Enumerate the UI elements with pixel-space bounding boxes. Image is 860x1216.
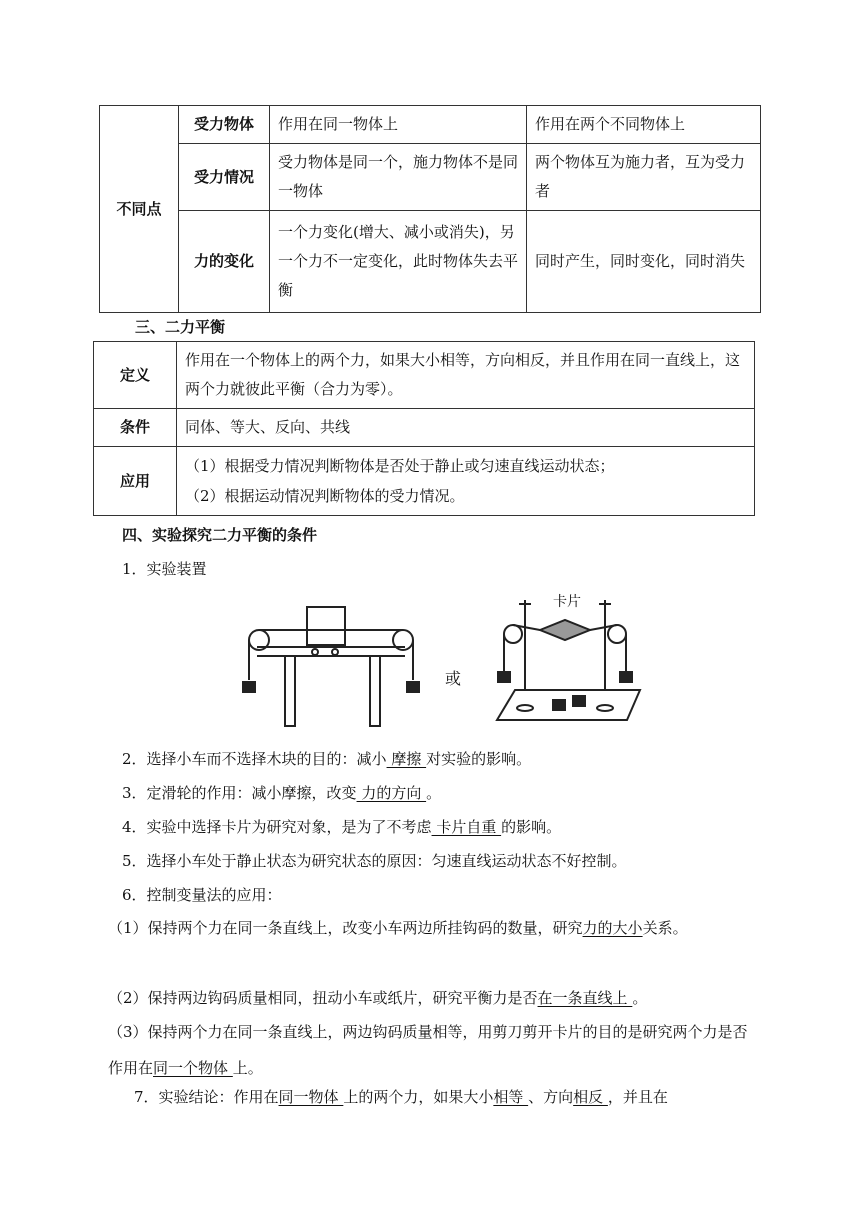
cell: 作用在一个物体上的两个力，如果大小相等，方向相反，并且作用在同一直线上，这两个力就彼此平衡（合力为零）。: [177, 342, 755, 409]
row-label: 力的变化: [179, 211, 270, 313]
answer-blank: 卡片自重: [431, 818, 502, 836]
card-apparatus: [497, 600, 640, 720]
application-line-1: （1）根据受力情况判断物体是否处于静止或匀速直线运动状态；: [185, 457, 615, 475]
item-3: 3．定滑轮的作用：减小摩擦，改变 力的方向 。: [122, 784, 442, 802]
answer-blank: 在一条直线上: [537, 989, 633, 1007]
application-line-2: （2）根据运动情况判断物体的受力情况。: [185, 487, 465, 505]
sub-item-1: （1）保持两个力在同一条直线上，改变小车两边所挂钩码的数量，研究力的大小关系。: [108, 919, 688, 937]
item-7: 7．实验结论：作用在同一物体 上的两个力，如果大小相等 、方向相反 ，并且在: [134, 1088, 668, 1106]
answer-blank: 力的大小: [582, 919, 643, 937]
cell: 同时产生，同时变化，同时消失: [527, 211, 761, 313]
row-label: 条件: [94, 409, 177, 447]
answer-blank: 同一物体: [278, 1088, 344, 1106]
or-label: 或: [445, 669, 462, 688]
answer-blank: 摩擦: [386, 750, 427, 768]
item-6: 6．控制变量法的应用：: [122, 886, 282, 904]
compare-table: [99, 105, 761, 313]
row-label: 定义: [94, 342, 177, 409]
row-label: 受力情况: [179, 144, 270, 211]
answer-blank: 力的方向: [356, 784, 427, 802]
answer-blank: 相反: [573, 1088, 608, 1106]
cell: [177, 447, 755, 516]
row-label: 受力物体: [179, 106, 270, 144]
item-4: 4．实验中选择卡片为研究对象，是为了不考虑 卡片自重 的影响。: [122, 818, 562, 836]
row-label: 应用: [94, 447, 177, 516]
cell: 受力物体是同一个，施力物体不是同一物体: [270, 144, 527, 211]
sub-item-3: （3）保持两个力在同一条直线上，两边钩码质量相等，用剪刀剪开卡片的目的是研究两个力是否作用在同一个物体 上。: [108, 1023, 748, 1077]
sub-item-2: （2）保持两边钩码质量相同，扭动小车或纸片，研究平衡力是否在一条直线上 。: [108, 989, 648, 1007]
cell: 一个力变化(增大、减小或消失)，另一个力不一定变化，此时物体失去平衡: [270, 211, 527, 313]
item-2: 2．选择小车而不选择木块的目的：减小 摩擦 对实验的影响。: [122, 750, 532, 768]
section4-title: 四、实验探究二力平衡的条件: [122, 526, 318, 544]
cell: 作用在同一物体上: [270, 106, 527, 144]
group-label: 不同点: [100, 106, 179, 313]
section3-title: 三、二力平衡: [135, 318, 226, 336]
item-5: 5．选择小车处于静止状态为研究状态的原因：匀速直线运动状态不好控制。: [122, 852, 627, 870]
cell: 两个物体互为施力者，互为受力者: [527, 144, 761, 211]
cell: 同体、等大、反向、共线: [177, 409, 755, 447]
card-label: 卡片: [553, 594, 581, 610]
balance-table: [93, 341, 755, 516]
cart-table-apparatus: [243, 607, 419, 726]
answer-blank: 同一个物体: [153, 1059, 233, 1077]
experiment-diagram: [235, 590, 645, 735]
answer-blank: 相等: [493, 1088, 529, 1106]
cell: 作用在两个不同物体上: [527, 106, 761, 144]
item-1: 1．实验装置: [122, 560, 207, 578]
